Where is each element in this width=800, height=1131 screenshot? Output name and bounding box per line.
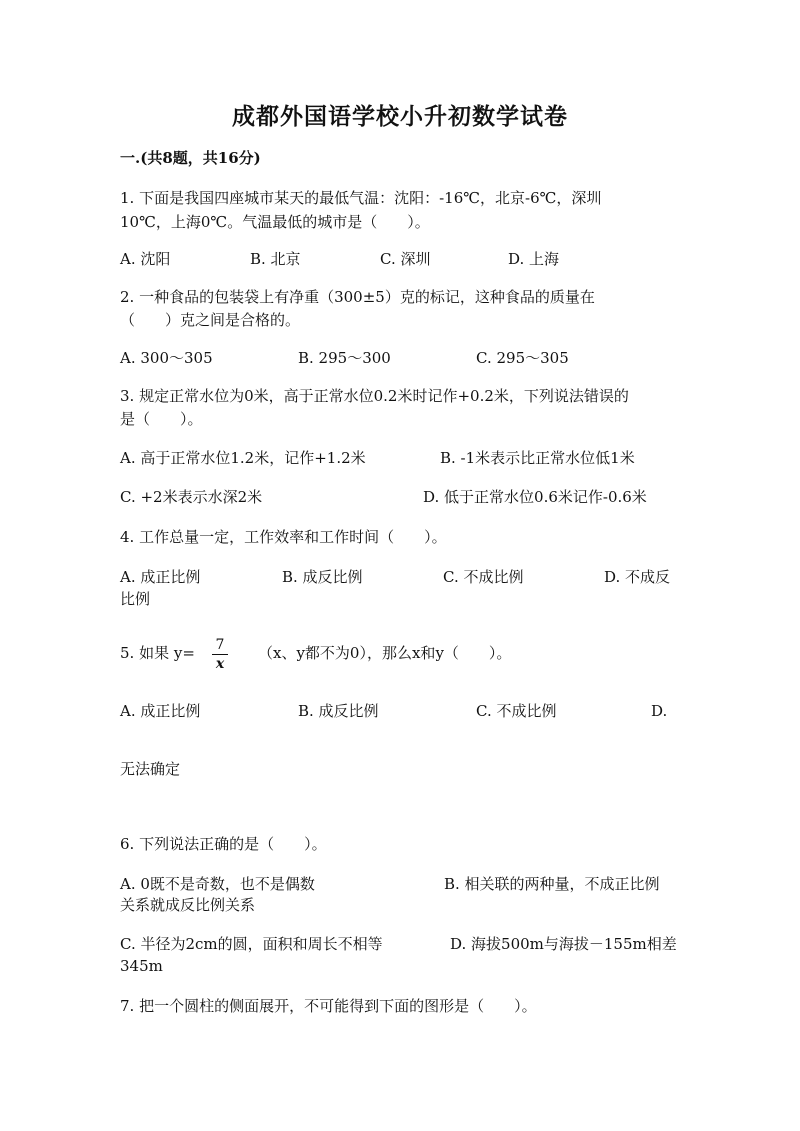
question-4-option-d-wrap: 比例 <box>120 590 151 608</box>
question-3-option-c: C. +2米表示水深2米 <box>120 488 263 506</box>
question-6-option-d-wrap: 345m <box>120 957 163 975</box>
question-1-line-2: 10℃，上海0℃。气温最低的城市是（ ）。 <box>120 213 430 231</box>
question-2-line-2: （ ）克之间是合格的。 <box>120 311 301 329</box>
question-5-line-end: （x、y都不为0），那么x和y（ ）。 <box>258 644 512 662</box>
question-3-line-2: 是（ ）。 <box>120 410 203 428</box>
question-6-option-a: A. 0既不是奇数，也不是偶数 <box>120 875 315 893</box>
question-1-line-1: 1. 下面是我国四座城市某天的最低气温：沈阳：-16℃，北京-6℃，深圳 <box>120 189 602 207</box>
question-2-line-1: 2. 一种食品的包装袋上有净重（300±5）克的标记，这种食品的质量在 <box>120 288 595 306</box>
question-4-line-1: 4. 工作总量一定，工作效率和工作时间（ ）。 <box>120 528 447 546</box>
question-6-option-b-wrap: 关系就成反比例关系 <box>120 896 256 914</box>
question-1-option-c: C. 深圳 <box>380 250 431 268</box>
question-6-option-b: B. 相关联的两种量，不成正比例 <box>444 875 660 893</box>
question-5-line-start: 5. 如果 y= <box>120 644 195 662</box>
fraction-numerator: 7 <box>215 637 225 653</box>
question-5-option-d-text: 无法确定 <box>120 760 181 778</box>
question-2-option-a: A. 300～305 <box>120 349 213 367</box>
question-2-option-b: B. 295～300 <box>298 349 391 367</box>
question-5-option-c: C. 不成比例 <box>476 702 557 720</box>
question-6-option-c: C. 半径为2cm的圆，面积和周长不相等 <box>120 935 383 953</box>
question-3-option-d: D. 低于正常水位0.6米记作-0.6米 <box>423 488 647 506</box>
section-heading: 一.(共8题，共16分) <box>120 149 261 167</box>
question-5-option-b: B. 成反比例 <box>298 702 379 720</box>
page-title: 成都外国语学校小升初数学试卷 <box>232 103 568 130</box>
question-1-option-b: B. 北京 <box>250 250 301 268</box>
question-1-option-a: A. 沈阳 <box>120 250 171 268</box>
fraction-denominator: x <box>215 656 225 672</box>
question-5-option-a: A. 成正比例 <box>120 702 201 720</box>
question-2-option-c: C. 295～305 <box>476 349 569 367</box>
question-7-line-1: 7. 把一个圆柱的侧面展开，不可能得到下面的图形是（ ）。 <box>120 997 537 1015</box>
question-3-option-b: B. -1米表示比正常水位低1米 <box>440 449 635 467</box>
question-4-option-a: A. 成正比例 <box>120 568 201 586</box>
question-6-option-d: D. 海拔500m与海拔－155m相差 <box>450 935 677 953</box>
question-6-line-1: 6. 下列说法正确的是（ ）。 <box>120 835 327 853</box>
fraction-bar <box>212 654 228 655</box>
question-1-option-d: D. 上海 <box>508 250 560 268</box>
question-4-option-b: B. 成反比例 <box>282 568 363 586</box>
question-3-line-1: 3. 规定正常水位为0米，高于正常水位0.2米时记作+0.2米，下列说法错误的 <box>120 387 629 405</box>
fraction-7-over-x <box>212 637 228 672</box>
question-4-option-c: C. 不成比例 <box>443 568 524 586</box>
question-3-option-a: A. 高于正常水位1.2米，记作+1.2米 <box>120 449 366 467</box>
question-4-option-d: D. 不成反 <box>604 568 671 586</box>
question-5-option-d: D. <box>651 702 668 720</box>
